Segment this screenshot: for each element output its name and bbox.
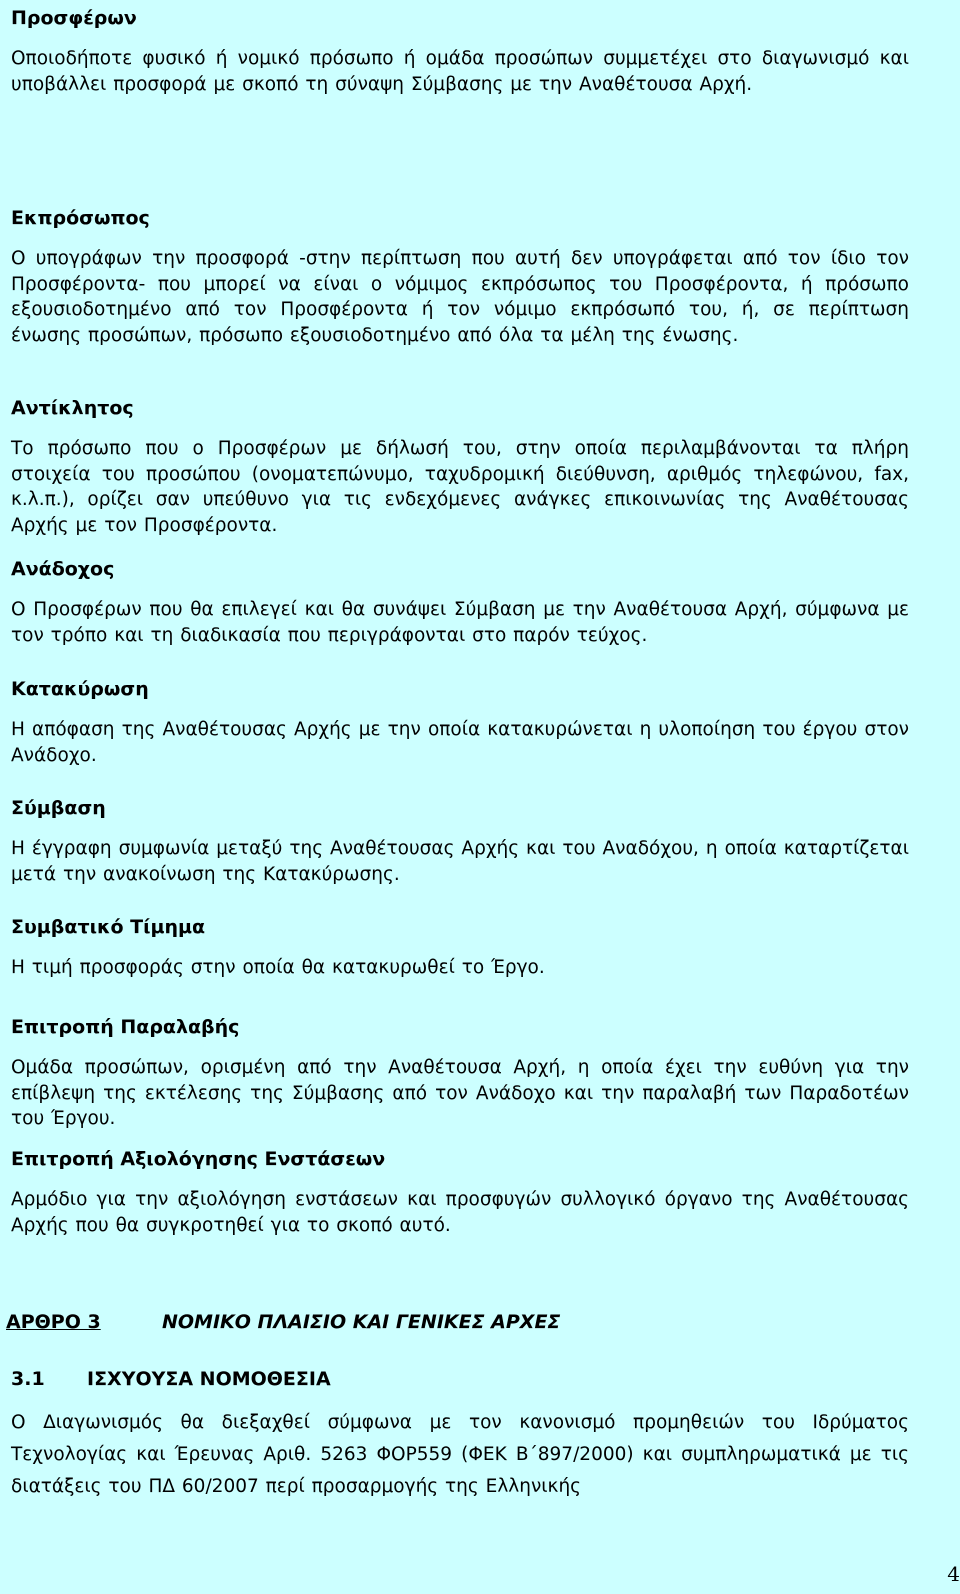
definition-symvatiko-timima [11, 915, 909, 981]
definition-term: Αντίκλητος [11, 397, 134, 419]
definition-epitropi-axiologisis [11, 1147, 909, 1238]
definition-term: Προσφέρων [11, 7, 137, 29]
definition-prosferon [11, 6, 909, 97]
definition-text: Η απόφαση της Αναθέτουσας Αρχής με την οποία κατακυρώνεται η υλοποίηση του έργου στον Ανάδοχο. [11, 719, 909, 766]
subsection-title: ΙΣΧΥΟΥΣΑ ΝΟΜΟΘΕΣΙΑ [87, 1368, 331, 1390]
article-number: ΑΡΘΡΟ 3 [6, 1311, 101, 1333]
page-number: 4 [947, 1562, 960, 1586]
definition-katakyrosi [11, 677, 909, 768]
definition-ekprosopos [11, 206, 909, 348]
definition-term: Επιτροπή Παραλαβής [11, 1016, 240, 1038]
definition-text: Η έγγραφη συμφωνία μεταξύ της Αναθέτουσας Αρχής και του Αναδόχου, η οποία καταρτίζεται μετά την ανακοίνωση της Κατακύρωσης. [11, 838, 909, 885]
definition-term: Εκπρόσωπος [11, 207, 150, 229]
definition-anadochos [11, 557, 909, 648]
definition-antikletos [11, 396, 909, 538]
definition-text: Ο υπογράφων την προσφορά -στην περίπτωση που αυτή δεν υπογράφεται από τον ίδιο τον Προσφέροντα- που μπορεί να είναι ο νόμιμος εκπρόσωπος του Προσφέροντα, ή πρόσωπο εξουσιοδοτημένο από τον Προσφέροντα ή τον νόμιμο εκπρόσωπό του, ή, σε περίπτωση ένωσης προσώπων, πρόσωπο εξουσιοδοτημένο από όλα τα μέλη της ένωσης. [11, 248, 909, 346]
definition-term: Ανάδοχος [11, 558, 115, 580]
subsection-text: Ο Διαγωνισμός θα διεξαχθεί σύμφωνα με τον κανονισμό προμηθειών του Ιδρύματος Τεχνολογίας και Έρευνας Αριθ. 5263 ΦΟΡ559 (ΦΕΚ Β΄897/2000) και συμπληρωματικά με τις διατάξεις του ΠΔ 60/2007 περί προσαρμογής της Ελληνικής [11, 1412, 909, 1497]
definition-text: Ο Προσφέρων που θα επιλεγεί και θα συνάψει Σύμβαση με την Αναθέτουσα Αρχή, σύμφωνα με τον τρόπο και τη διαδικασία που περιγράφονται στο παρόν τεύχος. [11, 599, 909, 646]
definition-term: Κατακύρωση [11, 678, 149, 700]
definition-epitropi-paralavis [11, 1015, 909, 1132]
definition-symvasi [11, 796, 909, 887]
article-title: ΝΟΜΙΚΟ ΠΛΑΙΣΙΟ ΚΑΙ ΓΕΝΙΚΕΣ ΑΡΧΕΣ [162, 1311, 561, 1333]
subsection-body [11, 1407, 909, 1503]
definition-term: Συμβατικό Τίμημα [11, 916, 206, 938]
definition-text: Η τιμή προσφοράς στην οποία θα κατακυρωθεί το Έργο. [11, 957, 545, 978]
definition-term: Επιτροπή Αξιολόγησης Ενστάσεων [11, 1148, 386, 1170]
definition-text: Το πρόσωπο που ο Προσφέρων με δήλωσή του, στην οποία περιλαμβάνονται τα πλήρη στοιχεία του προσώπου (ονοματεπώνυμο, ταχυδρομική διεύθυνση, αριθμός τηλεφώνου, fax, κ.λ.π.), ορίζει σαν υπεύθυνο για τις ενδεχόμενες ανάγκες επικοινωνίας της Αναθέτουσας Αρχής με τον Προσφέροντα. [11, 438, 909, 536]
definition-text: Αρμόδιο για την αξιολόγηση ενστάσεων και προσφυγών συλλογικό όργανο της Αναθέτουσας Αρχής που θα συγκροτηθεί για το σκοπό αυτό. [11, 1189, 909, 1236]
definition-text: Οποιοδήποτε φυσικό ή νομικό πρόσωπο ή ομάδα προσώπων συμμετέχει στο διαγωνισμό και υποβάλλει προσφορά με σκοπό τη σύναψη Σύμβασης με την Αναθέτουσα Αρχή. [11, 48, 909, 95]
definition-term: Σύμβαση [11, 797, 106, 819]
definition-text: Ομάδα προσώπων, ορισμένη από την Αναθέτουσα Αρχή, η οποία έχει την ευθύνη για την επίβλεψη της εκτέλεσης της Σύμβασης από τον Ανάδοχο και την παραλαβή των Παραδοτέων του Έργου. [11, 1057, 909, 1129]
subsection-number: 3.1 [11, 1368, 45, 1390]
